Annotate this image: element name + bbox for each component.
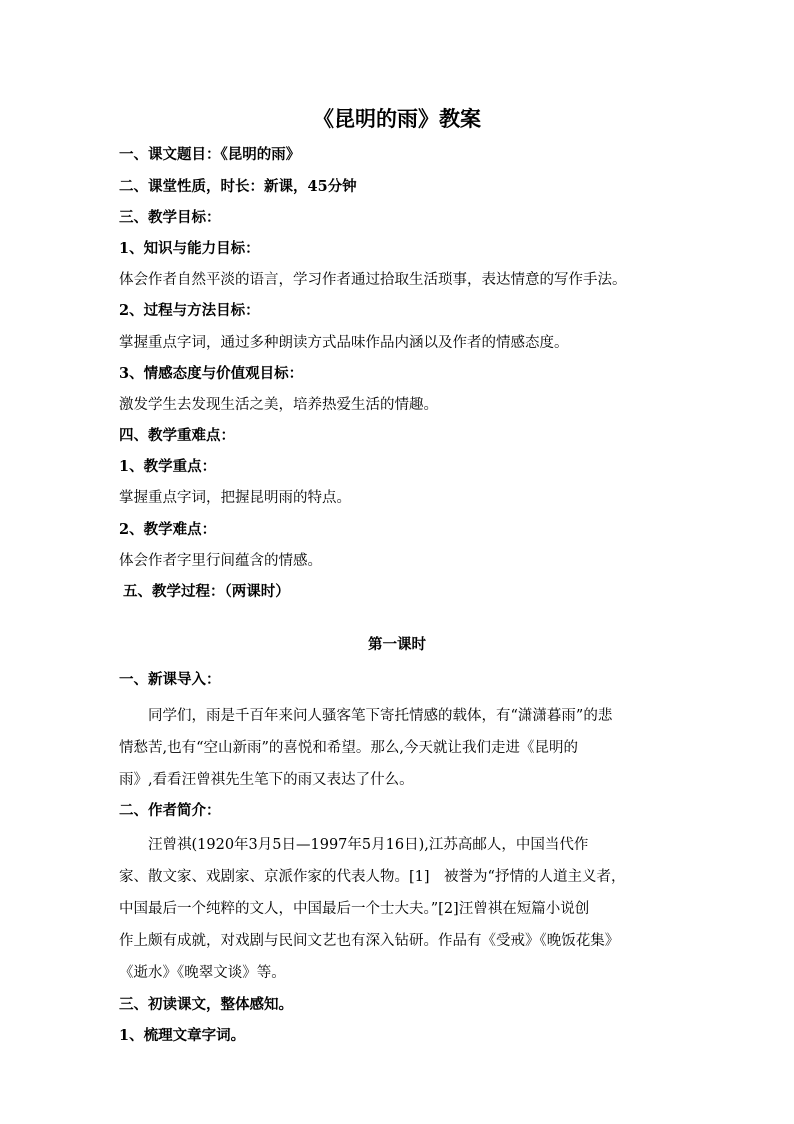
intro-heading: 一、新课导入： (119, 671, 221, 688)
author-line: 中国最后一个纯粹的文人，中国最后一个士大夫。”[2]汪曾祺在短篇小说创 (119, 901, 590, 917)
author-line: 家、散文家、戏剧家、京派作家的代表人物。[1] 被誉为“抒情的人道主义者， (119, 869, 626, 885)
section-heading-key-points: 四、教学重难点： (119, 427, 235, 444)
goal-text-process: 掌握重点字词，通过多种朗读方式品味作品内涵以及作者的情感态度。 (119, 335, 569, 351)
session-title: 第一课时 (368, 636, 426, 653)
document-title: 《昆明的雨》教案 (313, 106, 481, 131)
lesson-topic: 一、课文题目：《昆明的雨》 (119, 146, 301, 163)
intro-line: 雨》,看看汪曾祺先生笔下的雨又表达了什么。 (119, 772, 414, 788)
intro-line: 同学们，雨是千百年来问人骚客笔下寄托情感的载体，有“潇潇暮雨”的悲 (119, 708, 613, 724)
goal-text-knowledge: 体会作者自然平淡的语言，学习作者通过拾取生活琐事，表达情意的写作手法。 (119, 272, 627, 288)
key-point-heading: 1、教学重点： (119, 458, 217, 475)
intro-paragraph (119, 700, 679, 796)
goal-heading-knowledge: 1、知识与能力目标： (119, 240, 260, 257)
author-line: 汪曾祺(1920年3月5日—1997年5月16日),江苏高邮人，中国当代作 (119, 837, 589, 853)
section-heading-process: 五、教学过程：（两课时） (123, 583, 290, 600)
section-heading-goals: 三、教学目标： (119, 209, 221, 226)
difficulty-text: 体会作者字里行间蕴含的情感。 (119, 553, 322, 569)
author-heading: 二、作者简介： (119, 802, 221, 819)
goal-heading-emotion: 3、情感态度与价值观目标： (119, 365, 304, 382)
goal-text-emotion: 激发学生去发现生活之美，培养热爱生活的情趣。 (119, 397, 438, 413)
lesson-type-duration: 二、课堂性质，时长：新课，45分钟 (119, 178, 357, 195)
goal-heading-process: 2、过程与方法目标： (119, 302, 260, 319)
author-line: 作上颇有成就，对戏剧与民间文艺也有深入钻研。作品有《受戒》《晚饭花集》 (119, 933, 620, 949)
reading-subheading: 1、梳理文章字词。 (119, 1027, 246, 1044)
author-paragraph (119, 829, 679, 989)
difficulty-heading: 2、教学难点： (119, 521, 217, 538)
intro-line: 情愁苦,也有“空山新雨”的喜悦和希望。那么,今天就让我们走进《昆明的 (119, 740, 579, 756)
key-point-text: 掌握重点字词，把握昆明雨的特点。 (119, 490, 351, 506)
reading-heading: 三、初读课文，整体感知。 (119, 996, 293, 1013)
author-line: 《逝水》《晚翠文谈》等。 (119, 965, 286, 981)
